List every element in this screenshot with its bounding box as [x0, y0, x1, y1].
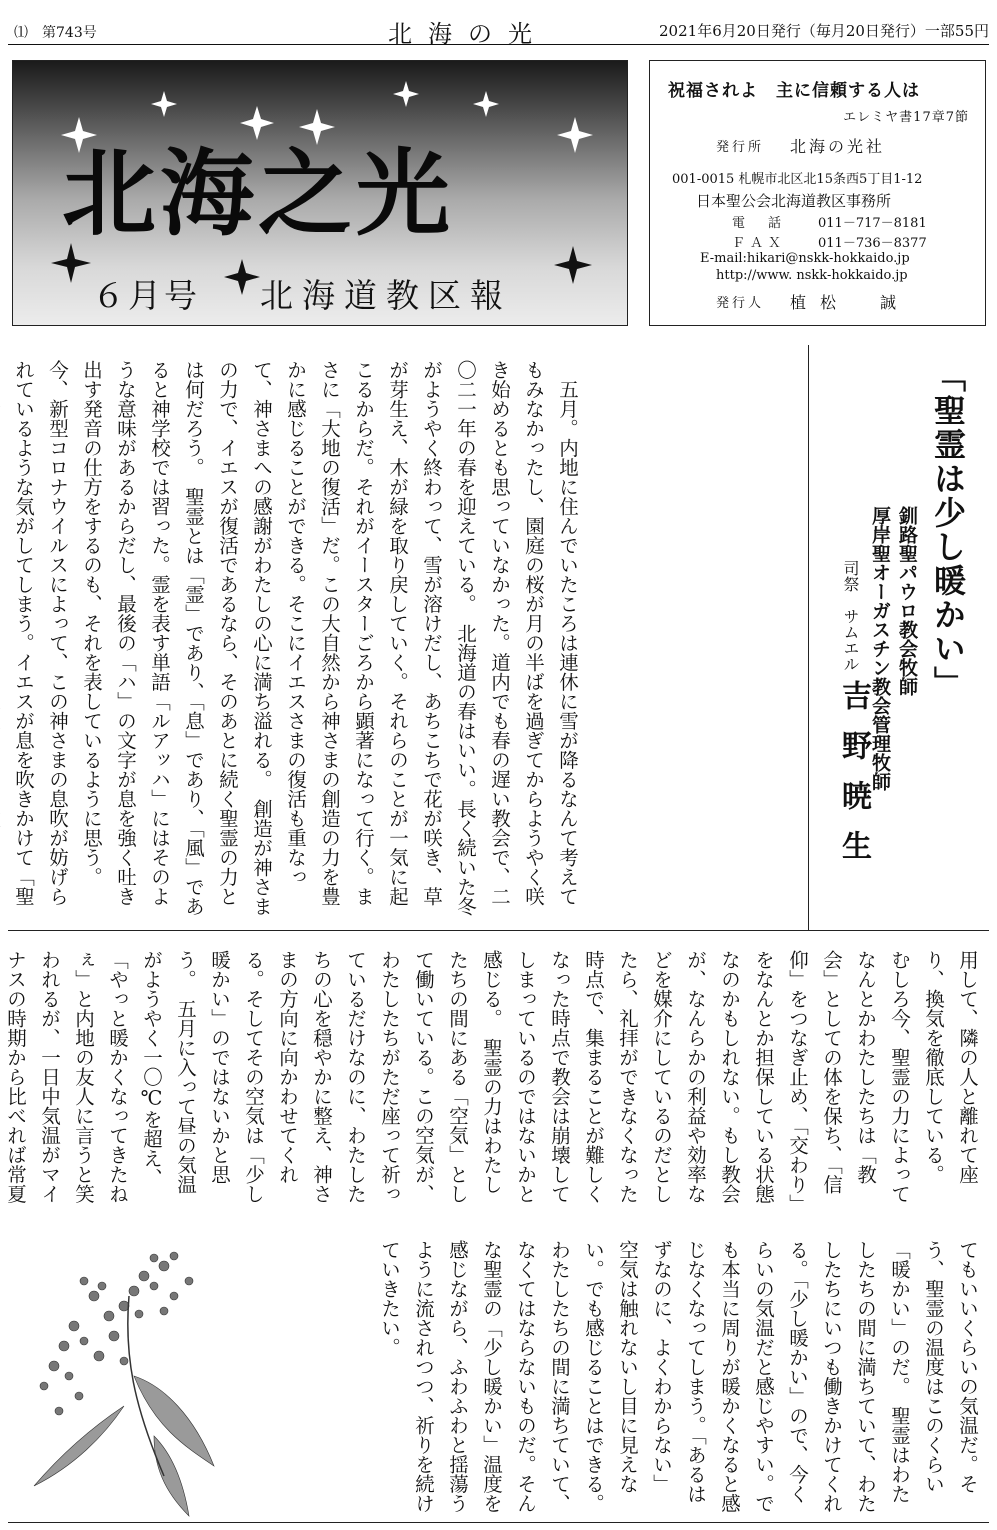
section-rule	[8, 930, 989, 931]
page-number: ⑴ 第743号	[14, 25, 97, 41]
footer-rule	[8, 1522, 989, 1523]
header-rule	[8, 44, 989, 45]
logo-text: 北海之光	[62, 140, 455, 249]
author-affiliation-2: 厚岸聖オーガスチン教会管理牧師	[869, 506, 891, 791]
author-affiliation-1: 釧路聖パウロ教会牧師	[896, 506, 918, 696]
publisher-name: 北海の光社	[790, 137, 886, 156]
issuer-name: 植松 誠	[790, 293, 911, 312]
publication-date: 2021年6月20日発行（毎月20日発行）一部55円	[659, 22, 989, 40]
masthead-subtitle: 北海道教区報	[260, 276, 512, 315]
title-separator	[808, 345, 809, 931]
article-body-4: てもいいくらいの気温だ。そう、聖霊の温度はこのくらい「暖かい」のだ。 聖霊はわたしたちの間に満ちていて、わたしたちにいつも働きかけてくれる。「少し暖かい」ので、今くらいの気温だと感じやすい。でも本当に周りが暖かくなると感じなくなってしまう。「あるはずなのに、よくわからない」 空気は触れないし目に見えない。でも感じることはできる。わたしたちの間に満ちていて、なくてはならないものだ。そんな聖霊の「少し暖かい」温度を感じながら、ふわふわと揺蕩うように流されつつ、祈りを続けていきたい。	[378, 1240, 979, 1513]
address: 001-0015 札幌市北区北15条西5丁目1-12	[672, 172, 923, 187]
verse-reference: エレミヤ書17章7節	[843, 110, 969, 125]
bible-verse: 祝福されよ 主に信頼する人は	[668, 81, 920, 101]
fax-number: 011－736－8377	[818, 236, 927, 251]
author-name: 吉野暁生	[836, 680, 871, 880]
lilac-flower-icon	[14, 1236, 244, 1518]
article-title-box	[928, 360, 968, 700]
publisher-label: 発行所	[716, 140, 765, 155]
issuer-label: 発行人	[716, 296, 765, 311]
issue-label: ６月号	[92, 276, 200, 315]
tel-number: 011－717－8181	[818, 216, 927, 231]
author-role: 司祭 サムエル	[841, 560, 860, 672]
fax-label: ＦＡＸ	[732, 236, 787, 251]
organization-name: 日本聖公会北海道教区事務所	[696, 192, 892, 210]
article-body-1: 五月。内地に住んでいたころは連休に雪が降るなんて考えてもみなかったし、園庭の桜が月の半ばを過ぎてからようやく咲き始めるとも思っていなかった。道内でも春の遅い教会で、二〇二一年の春を迎えている。 北海道の春はいい。長く続いた冬がようやく終わって、雪が溶けだし、あちこちで花が咲き、草が芽生え、木が緑を取り戻していく。それらのことが一気に起こるからだ。それがイースターごろから顕著になって行く。まさに「大地の復活」だ。この大自然から神さまの創造の力を豊かに感じることができる。そこにイエスさまの復活も重なって、神さまへの感謝がわたしの心に満ち溢れる。 創造が神さまの力で、イエスが復活であるなら、そのあとに続く聖霊の力とは何だろう。 聖霊とは「霊」であり、「息」であり、「風」であると神学校では習った。霊を表す単語「ルアッハ」にはそのような意味があるからだし、最後の「ハ」の文字が息を強く吐き出す発音の仕方をするのも、それを表しているように思う。 今、新型コロナウイルスによって、この神さまの息吹が妨げられているような気がしてしまう。イエスが息を吹きかけて「聖	[12, 360, 579, 916]
website-url: http://www. nskk-hokkaido.jp	[716, 268, 908, 283]
email: E-mail:hikari@nskk-hokkaido.jp	[700, 251, 910, 266]
tel-label: 電 話	[732, 216, 787, 231]
article-title: 「聖霊は少し暖かい」	[929, 360, 967, 700]
article-body-3: 用して、隣の人と離れて座り、換気を徹底している。 むしろ今、聖霊の力によってなんとかわたしたちは「教会」としての体を保ち、「信仰」をつなぎ止め、「交わり」をなんとか担保している状態なのかもしれない。もし教会が、なんらかの利益や効率などを媒介にしているのだとしたら、礼拝ができなくなった時点で、集まることが難しくなった時点で教会は崩壊してしまっているのではないかと感じる。 聖霊の力はわたしたちの間にある「空気」として働いている。この空気が、わたしたちがただ座って祈っているだけなのに、わたしたちの心を穏やかに整え、神さまの方向に向かわせてくれる。そしてその空気は「少し暖かい」のではないかと思う。 五月に入って昼の気温がようやく一〇℃を超え、「やっと暖かくなってきたねぇ」と内地の友人に言うと笑われるが、一日中気温がマイナスの時期から比べれば常夏	[4, 950, 979, 1204]
newspaper-title: 北海の光	[388, 20, 548, 48]
